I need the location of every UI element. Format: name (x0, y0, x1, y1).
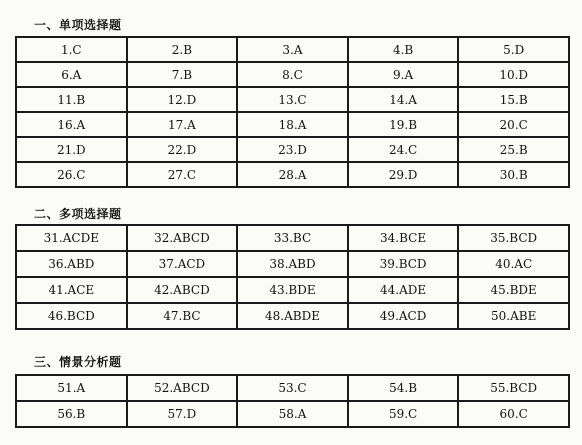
answer-cell: 56.B (16, 401, 127, 427)
table-row (16, 37, 569, 62)
answer-cell: 15.B (458, 87, 569, 112)
answer-cell: 32.ABCD (127, 225, 238, 251)
answer-cell: 31.ACDE (16, 225, 127, 251)
answer-cell: 35.BCD (458, 225, 569, 251)
answer-cell: 29.D (348, 162, 459, 187)
answer-cell: 52.ABCD (127, 375, 238, 401)
section-title-single-choice: 一、单项选择题 (34, 18, 122, 32)
answer-cell: 23.D (237, 137, 348, 162)
answer-cell: 12.D (127, 87, 238, 112)
answer-cell: 21.D (16, 137, 127, 162)
answer-cell: 11.B (16, 87, 127, 112)
table-row (16, 87, 569, 112)
answer-cell: 2.B (127, 37, 238, 62)
answer-cell: 17.A (127, 112, 238, 137)
answer-cell: 57.D (127, 401, 238, 427)
answer-cell: 53.C (237, 375, 348, 401)
answer-cell: 19.B (348, 112, 459, 137)
answer-cell: 54.B (348, 375, 459, 401)
answer-cell: 58.A (237, 401, 348, 427)
answer-cell: 6.A (16, 62, 127, 87)
answer-table-single-choice (15, 36, 570, 188)
answer-cell: 27.C (127, 162, 238, 187)
answer-cell: 43.BDE (237, 277, 348, 303)
answer-cell: 30.B (458, 162, 569, 187)
table-row (16, 277, 569, 303)
answer-cell: 33.BC (237, 225, 348, 251)
table-row (16, 112, 569, 137)
answer-cell: 39.BCD (348, 251, 459, 277)
answer-cell: 49.ACD (348, 303, 459, 329)
table-row (16, 62, 569, 87)
answer-cell: 13.C (237, 87, 348, 112)
answer-cell: 10.D (458, 62, 569, 87)
answer-cell: 28.A (237, 162, 348, 187)
answer-cell: 46.BCD (16, 303, 127, 329)
answer-cell: 41.ACE (16, 277, 127, 303)
section-title-scenario-analysis: 三、情景分析题 (34, 355, 122, 369)
answer-cell: 55.BCD (458, 375, 569, 401)
answer-cell: 42.ABCD (127, 277, 238, 303)
answer-cell: 37.ACD (127, 251, 238, 277)
answer-cell: 47.BC (127, 303, 238, 329)
table-row (16, 162, 569, 187)
answer-cell: 9.A (348, 62, 459, 87)
answer-cell: 24.C (348, 137, 459, 162)
answer-cell: 36.ABD (16, 251, 127, 277)
answer-cell: 7.B (127, 62, 238, 87)
answer-cell: 3.A (237, 37, 348, 62)
table-row (16, 251, 569, 277)
answer-cell: 59.C (348, 401, 459, 427)
answer-table-multiple-choice (15, 224, 570, 330)
answer-cell: 40.AC (458, 251, 569, 277)
answer-cell: 60.C (458, 401, 569, 427)
table-row (16, 303, 569, 329)
answer-table-scenario-analysis (15, 374, 570, 428)
answer-cell: 1.C (16, 37, 127, 62)
table-row (16, 375, 569, 401)
answer-cell: 50.ABE (458, 303, 569, 329)
answer-cell: 4.B (348, 37, 459, 62)
answer-cell: 22.D (127, 137, 238, 162)
table-row (16, 137, 569, 162)
table-row (16, 401, 569, 427)
answer-cell: 38.ABD (237, 251, 348, 277)
answer-cell: 5.D (458, 37, 569, 62)
answer-cell: 45.BDE (458, 277, 569, 303)
answer-cell: 16.A (16, 112, 127, 137)
answer-cell: 14.A (348, 87, 459, 112)
answer-cell: 26.C (16, 162, 127, 187)
section-title-multiple-choice: 二、多项选择题 (34, 207, 122, 221)
answer-cell: 51.A (16, 375, 127, 401)
answer-cell: 44.ADE (348, 277, 459, 303)
answer-cell: 34.BCE (348, 225, 459, 251)
answer-cell: 20.C (458, 112, 569, 137)
answer-cell: 25.B (458, 137, 569, 162)
table-row (16, 225, 569, 251)
answer-cell: 18.A (237, 112, 348, 137)
answer-cell: 48.ABDE (237, 303, 348, 329)
answer-cell: 8.C (237, 62, 348, 87)
